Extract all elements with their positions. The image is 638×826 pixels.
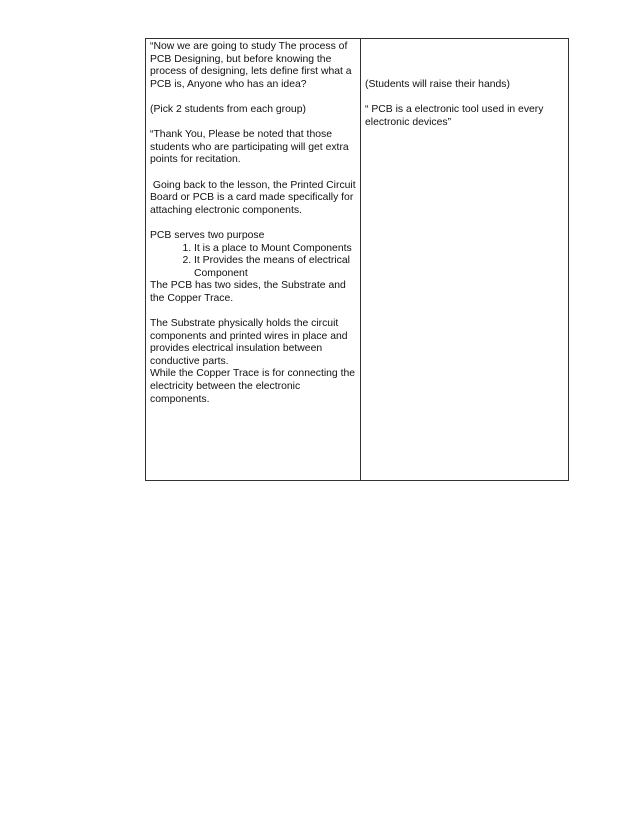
copper-trace-description: While the Copper Trace is for connecting the electricity between the electronic components.: [150, 368, 356, 405]
list-item: 2. It Provides the means of electrical Component: [194, 255, 356, 280]
teacher-pick-note: (Pick 2 students from each group): [150, 103, 306, 115]
student-answer: “ PCB is a electronic tool used in every electronic devices”: [365, 104, 544, 128]
student-response-action: (Students will raise their hands): [365, 79, 510, 90]
substrate-description: The Substrate physically holds the circuit components and printed wires in place and provides electrical insulation between conductive parts.: [150, 318, 348, 367]
purpose-heading: PCB serves two purpose: [150, 229, 265, 241]
list-item: 1. It is a place to Mount Components: [194, 243, 356, 256]
lesson-table: [145, 38, 569, 481]
student-activity-content: [361, 39, 568, 129]
teacher-intro: “Now we are going to study The process of PCB Designing, but before knowing the process of designing, lets define first what a PCB is, Anyone who has an idea?: [150, 41, 352, 90]
table-row: [146, 39, 569, 481]
pcb-sides: The PCB has two sides, the Substrate and the Copper Trace.: [150, 280, 346, 304]
purpose-list: [150, 243, 356, 281]
teacher-activity-content: [146, 39, 360, 406]
student-activity-cell: [361, 39, 569, 481]
teacher-thanks: “Thank You, Please be noted that those students who are participating will get extra points for recitation.: [150, 129, 349, 166]
teacher-activity-cell: [146, 39, 361, 481]
pcb-definition: Going back to the lesson, the Printed Circuit Board or PCB is a card made specifically for attaching electronic components.: [150, 179, 356, 216]
